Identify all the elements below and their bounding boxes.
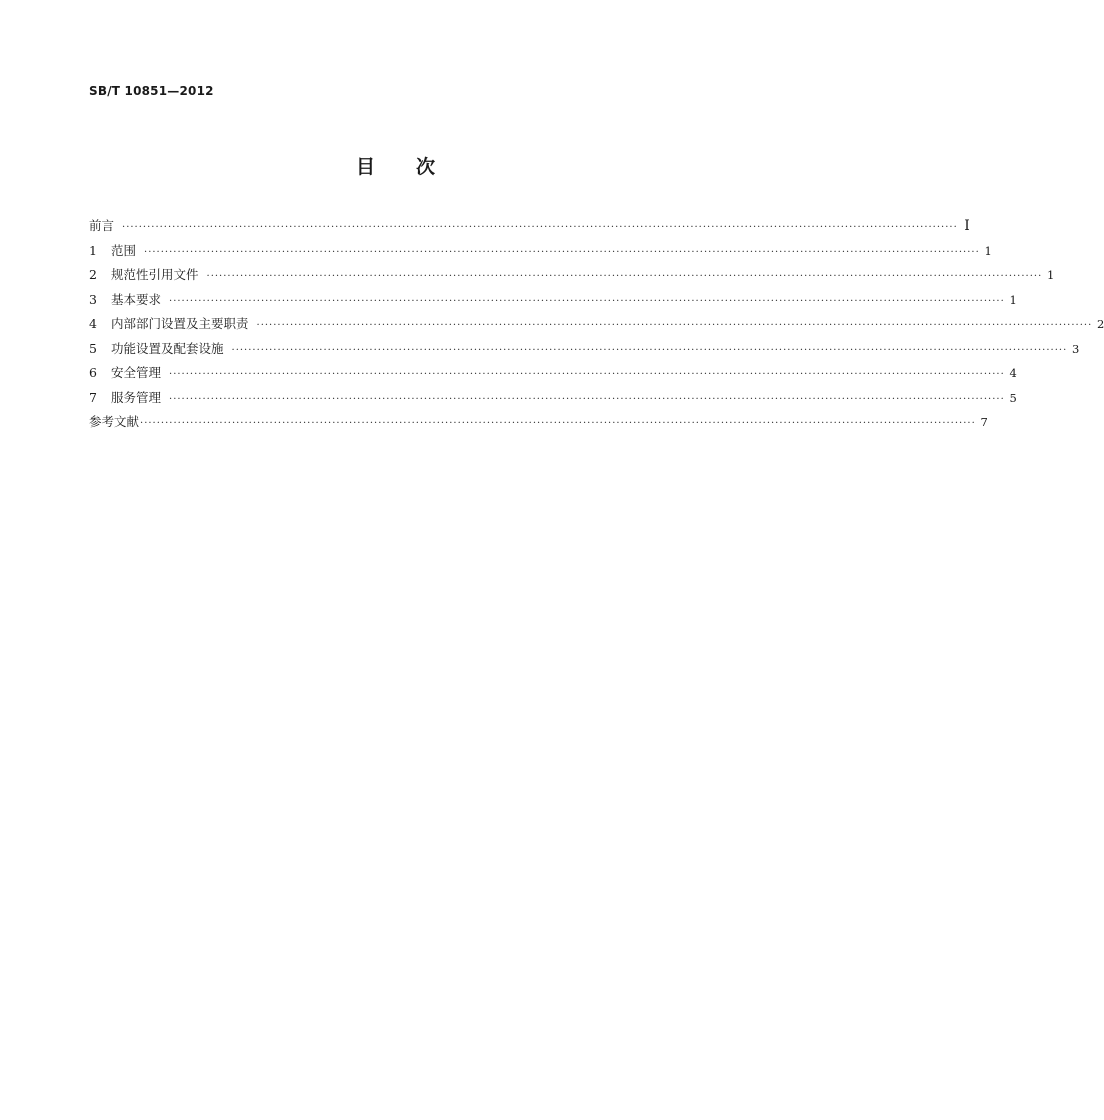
toc-entry-number: 4 bbox=[89, 316, 97, 331]
toc-leader-dots: ········································································································································································································ bbox=[169, 369, 1005, 380]
toc-entry-foreword[interactable] bbox=[89, 216, 970, 241]
toc-entry-text: 功能设置及配套设施 bbox=[111, 340, 224, 356]
document-code: SB/T 10851—2012 bbox=[89, 84, 214, 98]
toc-entry-2[interactable] bbox=[89, 265, 1055, 290]
toc-entry-number: 6 bbox=[89, 365, 97, 380]
toc-entry-text: 服务管理 bbox=[111, 389, 162, 405]
toc-page-number: 1 bbox=[1046, 268, 1055, 282]
toc-page-number: 5 bbox=[1009, 390, 1017, 405]
toc-title-part1: 目 bbox=[355, 156, 376, 178]
toc-page-number: 1 bbox=[984, 243, 992, 258]
toc-page-number: Ⅰ bbox=[964, 218, 970, 234]
toc-page-number: 1 bbox=[1009, 292, 1017, 307]
toc-entry-number: 3 bbox=[89, 291, 97, 307]
toc-page-number: 4 bbox=[1009, 366, 1017, 380]
toc-entry-7[interactable] bbox=[89, 388, 1017, 413]
toc-title-part2: 次 bbox=[416, 156, 437, 178]
toc-entry-text: 规范性引用文件 bbox=[111, 267, 199, 282]
toc-leader-dots: ········································································································································································································ bbox=[169, 295, 1005, 307]
toc-page-number: 2 bbox=[1096, 317, 1104, 331]
toc-leader-dots: ········································································································································································································ bbox=[144, 246, 980, 258]
table-of-contents bbox=[89, 216, 1104, 437]
toc-entry-4[interactable] bbox=[89, 314, 1104, 339]
toc-leader-dots: ········································································································································································································ bbox=[231, 344, 1068, 356]
toc-entry-references[interactable] bbox=[89, 412, 988, 437]
toc-page-number: 7 bbox=[980, 415, 988, 429]
toc-leader-dots: ········································································································································································································ bbox=[140, 418, 976, 429]
toc-leader-dots: ········································································································································································································ bbox=[122, 222, 958, 233]
toc-leader-dots: ········································································································································································································ bbox=[256, 320, 1093, 331]
toc-entry-number: 7 bbox=[89, 389, 97, 405]
toc-entry-number: 1 bbox=[89, 242, 97, 258]
toc-page-number: 3 bbox=[1071, 341, 1080, 356]
toc-entry-text: 安全管理 bbox=[111, 365, 162, 380]
toc-entry-text: 基本要求 bbox=[111, 291, 162, 307]
toc-title bbox=[0, 152, 792, 179]
toc-entry-text: 参考文献 bbox=[89, 414, 140, 429]
toc-entry-6[interactable] bbox=[89, 363, 1017, 388]
toc-entry-number: 2 bbox=[89, 267, 97, 282]
toc-entry-text: 前言 bbox=[89, 218, 115, 233]
toc-entry-text: 范围 bbox=[111, 242, 137, 258]
toc-leader-dots: ········································································································································································································ bbox=[169, 393, 1005, 405]
toc-entry-5[interactable] bbox=[89, 339, 1080, 364]
toc-entry-text: 内部部门设置及主要职责 bbox=[111, 316, 249, 331]
toc-entry-3[interactable] bbox=[89, 290, 1017, 315]
toc-entry-1[interactable] bbox=[89, 241, 992, 266]
toc-leader-dots: ········································································································································································································ bbox=[206, 271, 1043, 282]
toc-entry-number: 5 bbox=[89, 340, 97, 356]
